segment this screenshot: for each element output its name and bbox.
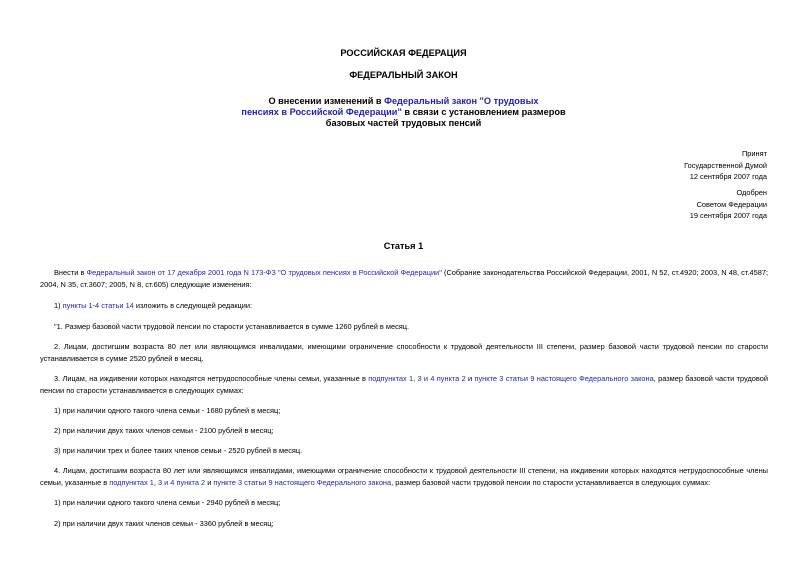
p3-item-2: 2) при наличии двух таких членов семьи - 2100 рублей в месяц; xyxy=(54,426,274,435)
paragraph-3 xyxy=(40,373,768,396)
p3-item-1: 1) при наличии одного такого члена семьи - 1680 рублей в месяц; xyxy=(54,406,281,415)
law-title-line-2 xyxy=(0,107,807,118)
intro-text: (Собрание законодательства Российской Федерации, 2001, N 52, ст.4920; 2003, N 48, ст.4587; 2004, N 35, ст.3607; 2005, N 8, ст.605) следующие изменения: xyxy=(40,268,768,289)
law-title-link-cont[interactable]: пенсиях в Российской Федерации" xyxy=(241,107,402,117)
law-title-line-3: базовых частей трудовых пенсий xyxy=(325,118,482,128)
item-number: 1) xyxy=(54,301,63,310)
paragraph-text: , размер базовой части трудовой пенсии по старости устанавливается в следующих суммах: xyxy=(391,477,711,487)
adoption-status: Одобрен xyxy=(736,188,767,197)
intro-text: Внести в xyxy=(54,268,87,277)
title-text: в связи с установлением размеров xyxy=(401,107,566,117)
adoption-date: 12 сентября 2007 года xyxy=(689,172,767,181)
p4-item-2: 2) при наличии двух таких членов семьи - 3360 рублей в месяц; xyxy=(54,519,274,528)
law-title-link[interactable]: Федеральный закон "О трудовых xyxy=(384,96,539,106)
title-text: О внесении изменений в xyxy=(268,96,385,106)
adoption-body: Государственной Думой xyxy=(684,160,767,170)
subparagraph-link[interactable]: подпунктах 1, 3 и 4 пункта 2 xyxy=(109,477,206,487)
subparagraph-link[interactable]: подпунктах 1, 3 и 4 пункта 2 xyxy=(368,374,466,383)
article-9-link[interactable]: пункте 3 статьи 9 настоящего Федерального закона xyxy=(213,477,392,487)
law-title xyxy=(0,96,807,129)
law-title-line-1 xyxy=(0,96,807,107)
paragraph-4 xyxy=(40,465,768,488)
p3-item-3: 3) при наличии трех и более таких членов семьи - 2520 рублей в месяц. xyxy=(54,446,303,455)
adoption-status: Принят xyxy=(741,149,767,158)
country-heading: РОССИЙСКАЯ ФЕДЕРАЦИЯ xyxy=(340,48,467,58)
article-heading: Статья 1 xyxy=(383,241,424,251)
intro-paragraph xyxy=(40,267,768,290)
adoption-council xyxy=(690,187,767,222)
paragraph-text: , размер базовой части трудовой пенсии по старости устанавливается в следующих суммах: xyxy=(40,374,768,395)
article-14-link[interactable]: пункты 1-4 статьи 14 xyxy=(62,301,134,310)
adoption-duma xyxy=(684,148,767,183)
item-1 xyxy=(40,300,768,312)
paragraph-1: "1. Размер базовой части трудовой пенсии по старости устанавливается в сумме 1260 рублей в месяц. xyxy=(54,322,410,331)
paragraph-text: и xyxy=(205,477,214,487)
paragraph-text: 4. Лицам, достигшим возраста 80 лет или являющимся инвалидами, имеющими ограничение способности к трудовой деятельности III степени, на иждивении которых находятся нетрудоспособные члены семьи, указанные в xyxy=(40,466,768,487)
p4-item-1: 1) при наличии одного такого члена семьи - 2940 рублей в месяц; xyxy=(54,498,281,507)
item-text: изложить в следующей редакции: xyxy=(133,301,253,310)
doc-type-heading: ФЕДЕРАЛЬНЫЙ ЗАКОН xyxy=(349,70,458,80)
paragraph-2: 2. Лицам, достигшим возраста 80 лет или являющимся инвалидами, имеющими ограничение способности к трудовой деятельности III степени, размер базовой части трудовой пенсии по старости устанавливается в сумме 2520 рублей в месяц. xyxy=(40,342,768,363)
article-9-link[interactable]: пункте 3 статьи 9 настоящего Федерального закона xyxy=(474,374,654,383)
law-link[interactable]: Федеральный закон от 17 декабря 2001 года N 173-ФЗ "О трудовых пенсиях в Российской Федерации" xyxy=(86,268,442,277)
paragraph-text: 3. Лицам, на иждивении которых находятся нетрудоспособные члены семьи, указанные в xyxy=(54,374,369,383)
paragraph-text: и xyxy=(465,374,475,383)
adoption-body: Советом Федерации xyxy=(696,199,767,209)
adoption-date: 19 сентября 2007 года xyxy=(689,211,767,220)
